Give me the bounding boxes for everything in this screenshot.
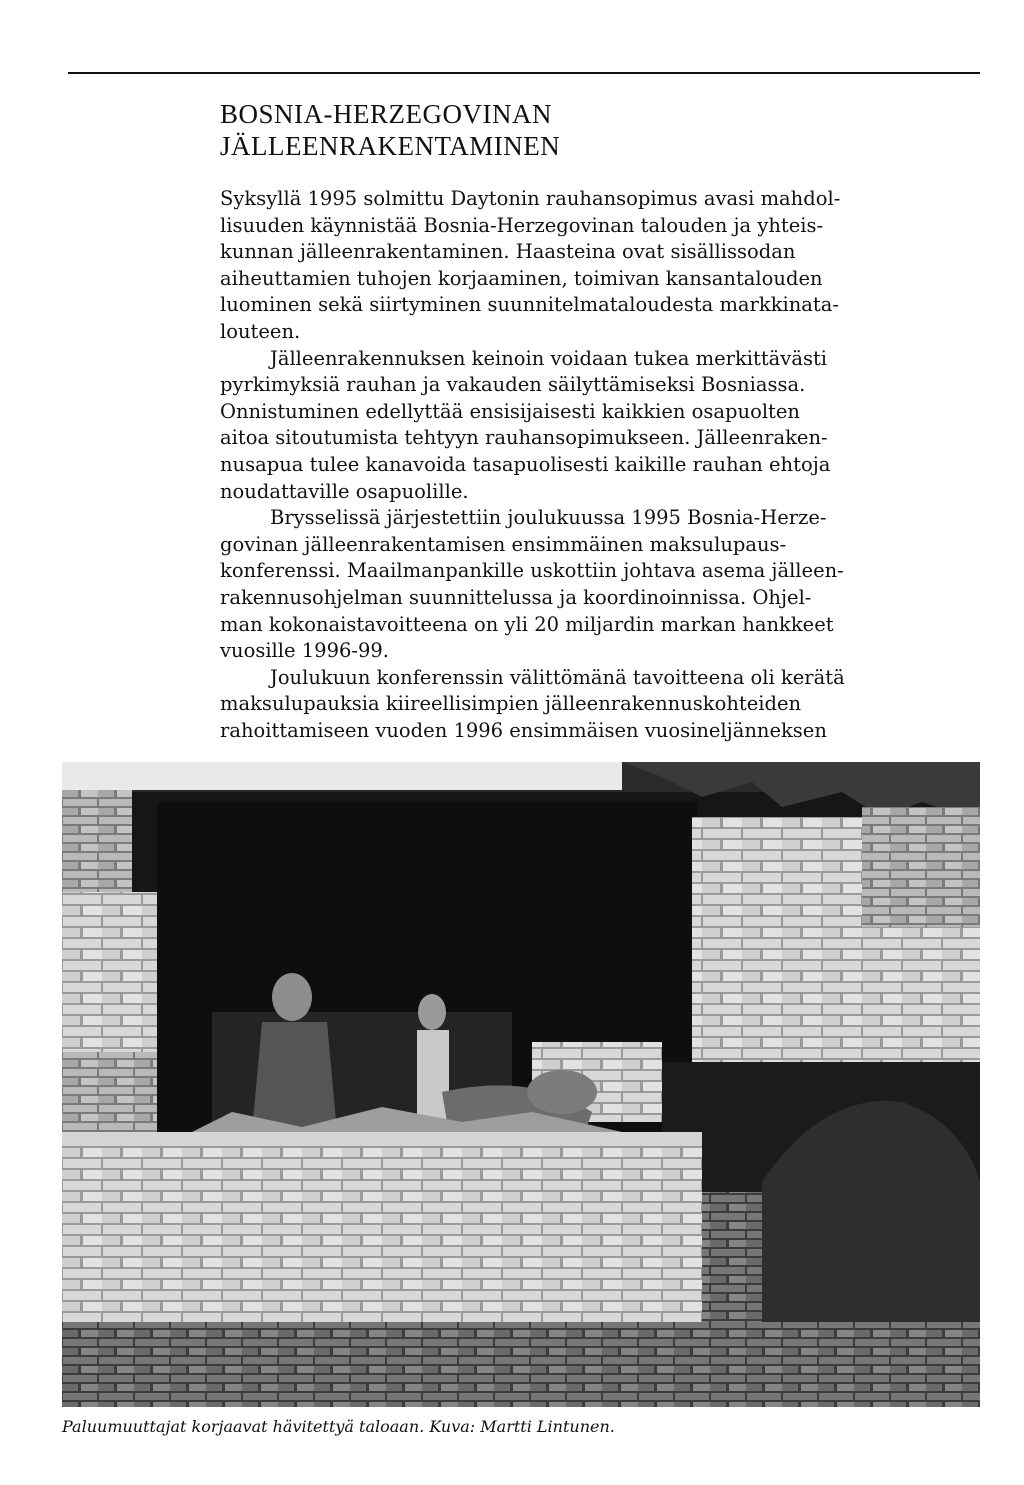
text-line: lisuuden käynnistää Bosnia-Herzegovinan talouden ja yhteis-	[220, 213, 824, 237]
text-line: luominen sekä siirtyminen suunnitelmataloudesta markkinata-	[220, 293, 839, 317]
top-rule	[68, 72, 980, 74]
text-line: rahoittamiseen vuoden 1996 ensimmäisen vuosineljänneksen	[220, 718, 827, 742]
text-line: nusapua tulee kanavoida tasapuolisesti kaikille rauhan ehtoja	[220, 452, 831, 476]
text-line: Jälleenrakennuksen keinoin voidaan tukea merkittävästi	[270, 346, 828, 370]
text-line: pyrkimyksiä rauhan ja vakauden säilyttämiseksi Bosniassa.	[220, 373, 806, 397]
photo-illustration	[62, 762, 980, 1407]
text-line: konferenssi. Maailmanpankille uskottiin johtava asema jälleen-	[220, 559, 844, 583]
article-body	[220, 186, 932, 744]
text-line: louteen.	[220, 319, 301, 343]
text-line: vuosille 1996-99.	[220, 639, 389, 663]
text-line: kunnan jälleenrakentaminen. Haasteina ovat sisällissodan	[220, 240, 796, 264]
paragraph-3	[220, 505, 932, 665]
text-line: Syksyllä 1995 solmittu Daytonin rauhansopimus avasi mahdol-	[220, 187, 841, 210]
text-line: Brysselissä järjestettiin joulukuussa 1995 Bosnia-Herze-	[270, 506, 827, 530]
text-line: maksulupauksia kiireellisimpien jälleenrakennuskohteiden	[220, 692, 802, 716]
title-line-2: JÄLLEENRAKENTAMINEN	[220, 131, 561, 161]
paragraph-4	[220, 665, 932, 745]
text-line: man kokonaistavoitteena on yli 20 miljardin markan hankkeet	[220, 612, 834, 636]
text-line: aitoa sitoutumista tehtyyn rauhansopimukseen. Jälleenraken-	[220, 426, 828, 450]
paragraph-2	[220, 346, 932, 506]
title-line-1: BOSNIA-HERZEGOVINAN	[220, 99, 552, 129]
photo-rebuilding-house	[62, 762, 980, 1407]
text-line: rakennusohjelman suunnittelussa ja koordinoinnissa. Ohjel-	[220, 585, 812, 609]
text-line: aiheuttamien tuhojen korjaaminen, toimivan kansantalouden	[220, 266, 823, 290]
paragraph-1	[220, 186, 932, 346]
text-line: govinan jälleenrakentamisen ensimmäinen maksulupaus-	[220, 532, 787, 556]
text-line: Onnistuminen edellyttää ensisijaisesti kaikkien osapuolten	[220, 399, 800, 423]
text-line: noudattaville osapuolille.	[220, 479, 469, 503]
photo-caption: Paluumuuttajat korjaavat hävitettyä taloaan. Kuva: Martti Lintunen.	[62, 1417, 615, 1436]
page-title	[220, 98, 560, 162]
text-line: Joulukuun konferenssin välittömänä tavoitteena oli kerätä	[270, 665, 845, 689]
